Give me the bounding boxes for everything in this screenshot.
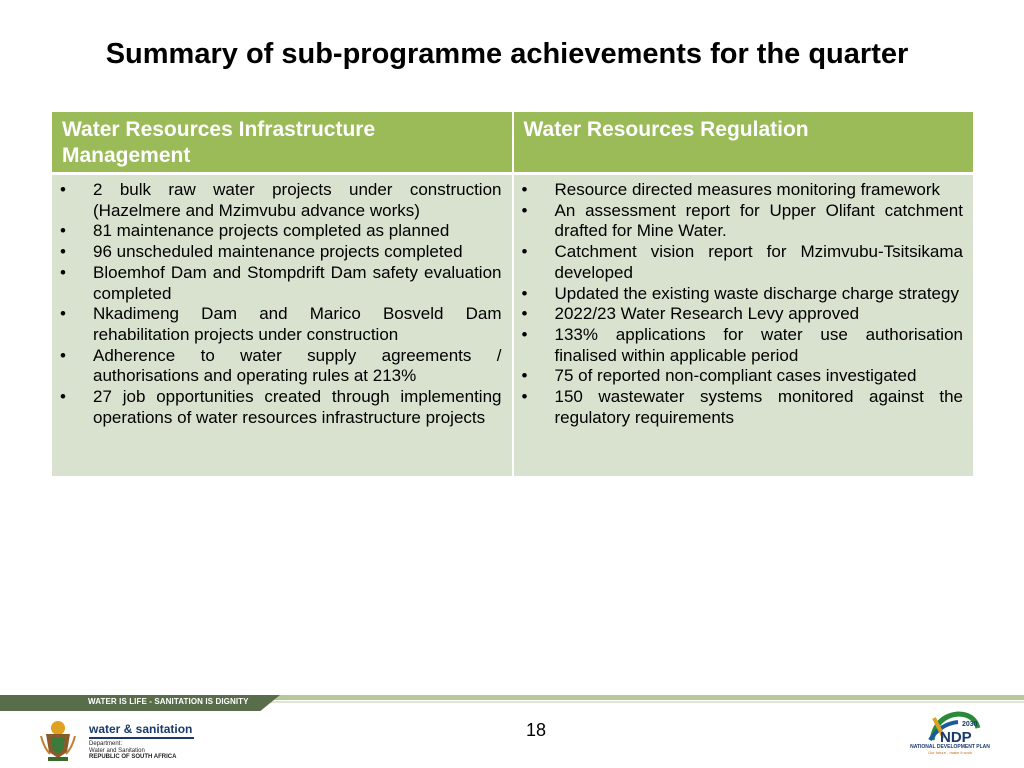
- column-header-regulation: Water Resources Regulation: [513, 112, 974, 174]
- bullet-icon: •: [60, 180, 66, 199]
- bullet-icon: •: [521, 242, 528, 262]
- bullet-icon: •: [521, 200, 528, 220]
- infrastructure-cell: [52, 174, 513, 476]
- bullet-icon: •: [521, 304, 528, 324]
- bullet-icon: •: [521, 180, 528, 199]
- bullet-icon: •: [60, 242, 66, 262]
- list-item: • Bloemhof Dam and Stompdrift Dam safety evaluation completed: [60, 262, 502, 303]
- list-item: • Nkadimeng Dam and Marico Bosveld Dam rehabilitation projects under construction: [60, 304, 502, 344]
- department-name: water & sanitation: [89, 722, 193, 736]
- bullet-icon: •: [521, 366, 528, 386]
- bullet-icon: •: [60, 262, 66, 282]
- list-item: • 96 unscheduled maintenance projects completed: [60, 242, 463, 262]
- ndp-tagline: Our future - make it work: [927, 750, 972, 755]
- list-item: • 81 maintenance projects completed as planned: [60, 221, 450, 241]
- department-line-1: Department:: [89, 741, 123, 747]
- department-line-3: REPUBLIC OF SOUTH AFRICA: [89, 754, 177, 760]
- ndp-label: NATIONAL DEVELOPMENT PLAN: [910, 744, 990, 750]
- achievements-table: [52, 112, 973, 476]
- footer-rule: [255, 695, 1024, 700]
- list-item: • Updated the existing waste discharge charge strategy: [521, 283, 959, 303]
- ndp-logo-icon: [910, 710, 990, 766]
- department-logo: [89, 722, 194, 761]
- footer-banner-text: WATER IS LIFE - SANITATION IS DIGNITY: [88, 697, 249, 706]
- infrastructure-list: [60, 180, 502, 428]
- list-item: • 150 wastewater systems monitored against the regulatory requirements: [521, 387, 963, 427]
- slide-title: Summary of sub-programme achievements for the quarter: [105, 38, 909, 70]
- list-item: • 133% applications for water use authorisation finalised within applicable period: [521, 324, 963, 365]
- ndp-caption: [906, 744, 994, 755]
- coat-of-arms-icon: [38, 718, 78, 762]
- bullet-icon: •: [60, 345, 66, 365]
- list-item: • 27 job opportunities created through implementing operations of water resources infrastructure projects: [60, 387, 502, 427]
- bullet-icon: •: [60, 387, 66, 407]
- regulation-list: [522, 180, 964, 428]
- bullet-icon: •: [521, 324, 528, 344]
- svg-text:NDP: NDP: [940, 729, 972, 746]
- department-line-2: Water and Sanitation: [89, 747, 145, 754]
- bullet-icon: •: [60, 304, 66, 324]
- column-header-infrastructure: Water Resources Infrastructure Management: [52, 112, 513, 174]
- list-item: • An assessment report for Upper Olifant catchment drafted for Mine Water.: [521, 200, 963, 241]
- regulation-cell: [513, 174, 974, 476]
- list-item: • 75 of reported non-compliant cases investigated: [521, 366, 917, 386]
- department-divider: [89, 737, 194, 739]
- bullet-icon: •: [60, 221, 66, 241]
- page-number: 18: [525, 720, 547, 740]
- list-item: • Resource directed measures monitoring framework: [521, 180, 940, 199]
- svg-text:2030: 2030: [962, 721, 978, 728]
- list-item: • Catchment vision report for Mzimvubu-Tsitsikama developed: [521, 242, 963, 282]
- bullet-icon: •: [521, 387, 528, 407]
- list-item: • Adherence to water supply agreements / authorisations and operating rules at 213%: [60, 345, 502, 386]
- bullet-icon: •: [521, 283, 528, 303]
- list-item: • 2 bulk raw water projects under construction (Hazelmere and Mzimvubu advance works): [60, 180, 502, 220]
- footer-rule-light: [245, 701, 1024, 703]
- list-item: • 2022/23 Water Research Levy approved: [521, 304, 860, 324]
